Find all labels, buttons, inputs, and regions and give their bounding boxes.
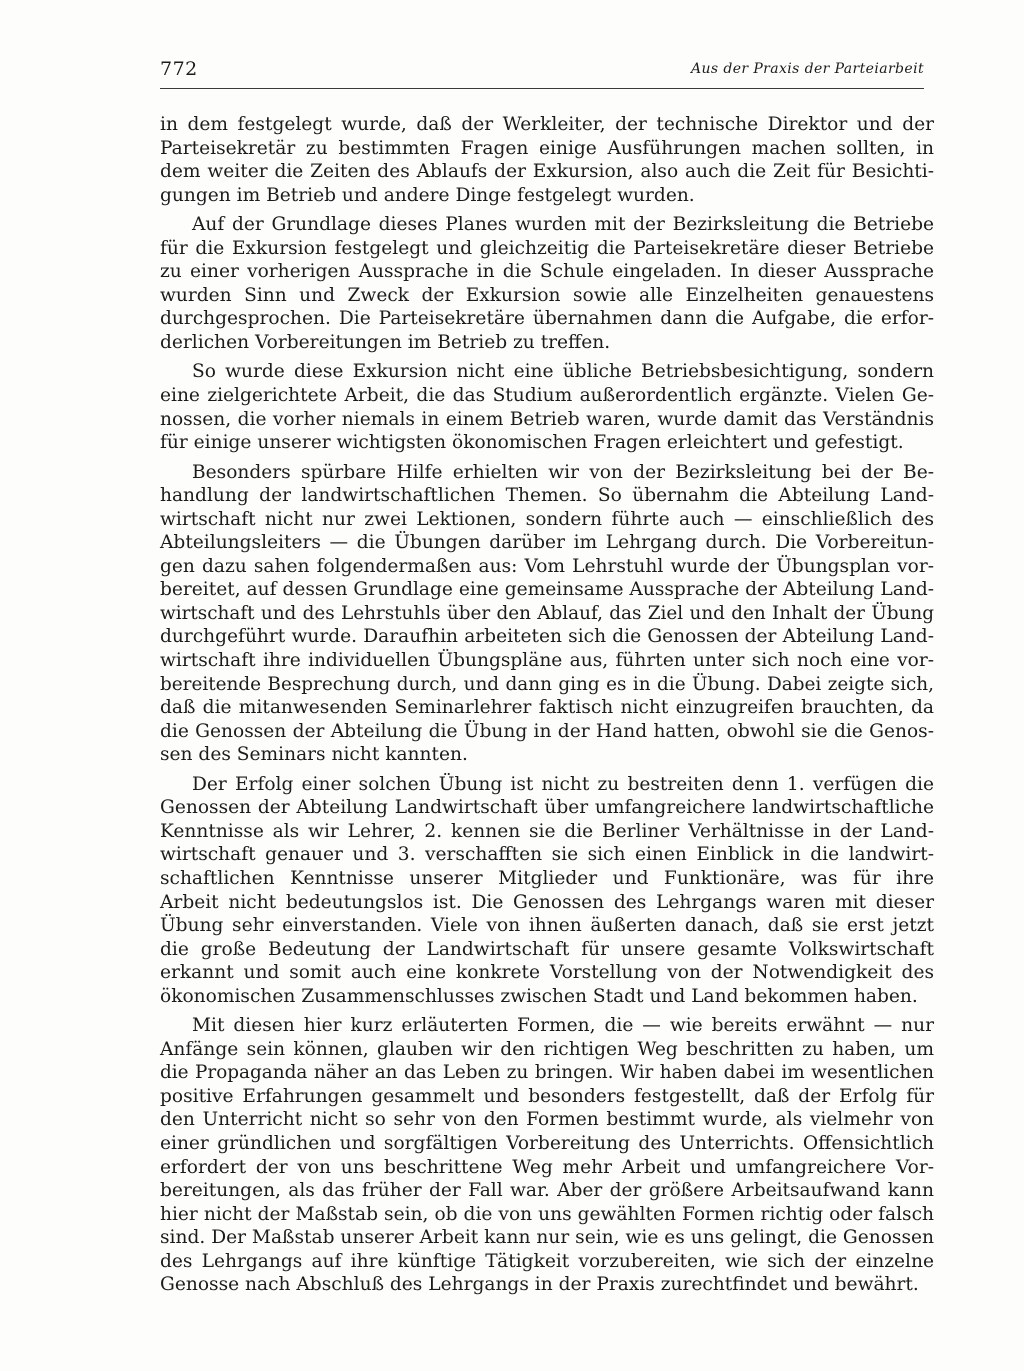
paragraph bbox=[160, 360, 934, 454]
text-line: Mit diesen hier kurz erläuterten Formen, die — wie bereits erwähnt — nur bbox=[192, 1015, 934, 1037]
text-line: des Lehrgangs auf ihre künftige Tätigkeit vorzubereiten, wie sich der einzelne bbox=[160, 1250, 934, 1272]
text-line: durchgesprochen. Die Parteisekretäre übernahmen dann die Aufgabe, die erfor- bbox=[160, 308, 934, 330]
text-line: die Propaganda näher an das Leben zu bringen. Wir haben dabei im wesentlichen bbox=[160, 1062, 934, 1084]
text-line: sen des Seminars nicht kannten. bbox=[160, 744, 468, 766]
text-line: wirtschaft genauer und 3. verschafften sie sich einen Einblick in die landwirt- bbox=[160, 844, 934, 866]
text-line: handlung der landwirtschaftlichen Themen. So übernahm die Abteilung Land- bbox=[160, 485, 934, 507]
running-head: Aus der Praxis der Parteiarbeit bbox=[690, 61, 924, 77]
text-line: zu einer vorherigen Aussprache in die Schule eingeladen. In dieser Aussprache bbox=[160, 261, 934, 283]
text-line: So wurde diese Exkursion nicht eine übliche Betriebsbesichtigung, sondern bbox=[192, 361, 934, 383]
text-line: für die Exkursion festgelegt und gleichzeitig die Parteisekretäre dieser Betriebe bbox=[160, 237, 934, 259]
paragraph bbox=[160, 773, 934, 1008]
text-line: Genossen der Abteilung Landwirtschaft über umfangreichere landwirtschaftliche bbox=[160, 797, 934, 819]
text-line: den Unterricht nicht so sehr von den Formen bestimmt wurde, als vielmehr von bbox=[160, 1109, 934, 1131]
text-line: für einige unserer wichtigsten ökonomischen Fragen erleichtert und gefestigt. bbox=[160, 432, 904, 454]
paragraph bbox=[160, 1014, 934, 1297]
text-line: Parteisekretär zu bestimmten Fragen einige Ausführungen machen sollten, in bbox=[160, 137, 934, 159]
text-line: Arbeit nicht bedeutungslos ist. Die Genossen des Lehrgangs waren mit dieser bbox=[160, 891, 934, 913]
text-line: Der Erfolg einer solchen Übung ist nicht zu bestreiten denn 1. verfügen die bbox=[192, 773, 934, 795]
paragraph bbox=[160, 213, 934, 354]
text-line: wirtschaft ihre individuellen Übungspläne aus, führten unter sich noch eine vor- bbox=[160, 650, 934, 672]
text-line: die große Bedeutung der Landwirtschaft für unsere gesamte Volkswirtschaft bbox=[160, 938, 934, 960]
text-line: schaftlichen Kenntnisse unserer Mitglieder und Funktionäre, was für ihre bbox=[160, 867, 934, 889]
text-line: Auf der Grundlage dieses Planes wurden mit der Bezirksleitung die Betriebe bbox=[192, 214, 934, 236]
paragraph bbox=[160, 461, 934, 767]
text-line: positive Erfahrungen gesammelt und besonders festgestellt, daß der Erfolg für bbox=[160, 1085, 934, 1107]
body-text bbox=[160, 113, 934, 1303]
text-line: gungen im Betrieb und andere Dinge festgelegt wurden. bbox=[160, 184, 695, 206]
text-line: dem weiter die Zeiten des Ablaufs der Exkursion, also auch die Zeit für Besichti- bbox=[160, 161, 934, 183]
text-line: Übung sehr einverstanden. Viele von ihnen äußerten danach, daß sie erst jetzt bbox=[160, 915, 934, 937]
text-line: Kenntnisse als wir Lehrer, 2. kennen sie die Berliner Verhältnisse in der Land- bbox=[160, 820, 934, 842]
text-line: hier nicht der Maßstab sein, ob die von uns gewählten Formen richtig oder falsch bbox=[160, 1203, 934, 1225]
text-line: Anfänge sein können, glauben wir den richtigen Weg beschritten zu haben, um bbox=[160, 1038, 934, 1060]
text-line: durchgeführt wurde. Daraufhin arbeiteten sich die Genossen der Abteilung Land- bbox=[160, 626, 934, 648]
text-line: erkannt und somit auch eine konkrete Vorstellung von der Notwendigkeit des bbox=[160, 962, 934, 984]
text-line: einer gründlichen und sorgfältigen Vorbereitung des Unterrichts. Offensichtlich bbox=[160, 1132, 934, 1154]
text-line: bereitende Besprechung durch, und dann ging es in die Übung. Dabei zeigte sich, bbox=[160, 673, 934, 695]
text-line: gen dazu sahen folgendermaßen aus: Vom Lehrstuhl wurde der Übungsplan vor- bbox=[160, 555, 934, 577]
page-header bbox=[160, 58, 924, 89]
text-line: derlichen Vorbereitungen im Betrieb zu treffen. bbox=[160, 331, 611, 353]
text-line: wirtschaft nicht nur zwei Lektionen, sondern führte auch — einschließlich des bbox=[160, 508, 934, 530]
text-line: sind. Der Maßstab unserer Arbeit kann nur sein, wie es uns gelingt, die Genossen bbox=[160, 1227, 934, 1249]
text-line: erfordert der von uns beschrittene Weg mehr Arbeit und umfangreichere Vor- bbox=[160, 1156, 934, 1178]
page-number: 772 bbox=[160, 58, 198, 80]
text-line: Genosse nach Abschluß des Lehrgangs in der Praxis zurechtfindet und bewährt. bbox=[160, 1274, 919, 1296]
text-line: in dem festgelegt wurde, daß der Werkleiter, der technische Direktor und der bbox=[160, 114, 934, 135]
text-line: wirtschaft und des Lehrstuhls über den Ablauf, das Ziel und den Inhalt der Übung bbox=[160, 602, 934, 624]
text-line: die Genossen der Abteilung die Übung in der Hand hatten, obwohl sie die Genos- bbox=[160, 720, 934, 742]
text-line: ökonomischen Zusammenschlusses zwischen Stadt und Land bekommen haben. bbox=[160, 985, 918, 1007]
text-line: wurden Sinn und Zweck der Exkursion sowie alle Einzelheiten genauestens bbox=[160, 284, 934, 306]
paragraph bbox=[160, 113, 934, 207]
text-line: nossen, die vorher niemals in einem Betrieb waren, wurde damit das Verständnis bbox=[160, 408, 934, 430]
text-line: bereitet, auf dessen Grundlage eine gemeinsame Aussprache der Abteilung Land- bbox=[160, 579, 934, 601]
text-line: Abteilungsleiters — die Übungen darüber im Lehrgang durch. Die Vorbereitun- bbox=[160, 532, 934, 554]
text-line: Besonders spürbare Hilfe erhielten wir von der Bezirksleitung bei der Be- bbox=[192, 461, 934, 483]
text-line: daß die mitanwesenden Seminarlehrer faktisch nicht einzugreifen brauchten, da bbox=[160, 697, 934, 719]
text-line: eine zielgerichtete Arbeit, die das Studium außerordentlich ergänzte. Vielen Ge- bbox=[160, 385, 934, 407]
text-line: bereitungen, als das früher der Fall war. Aber der größere Arbeitsaufwand kann bbox=[160, 1180, 934, 1202]
